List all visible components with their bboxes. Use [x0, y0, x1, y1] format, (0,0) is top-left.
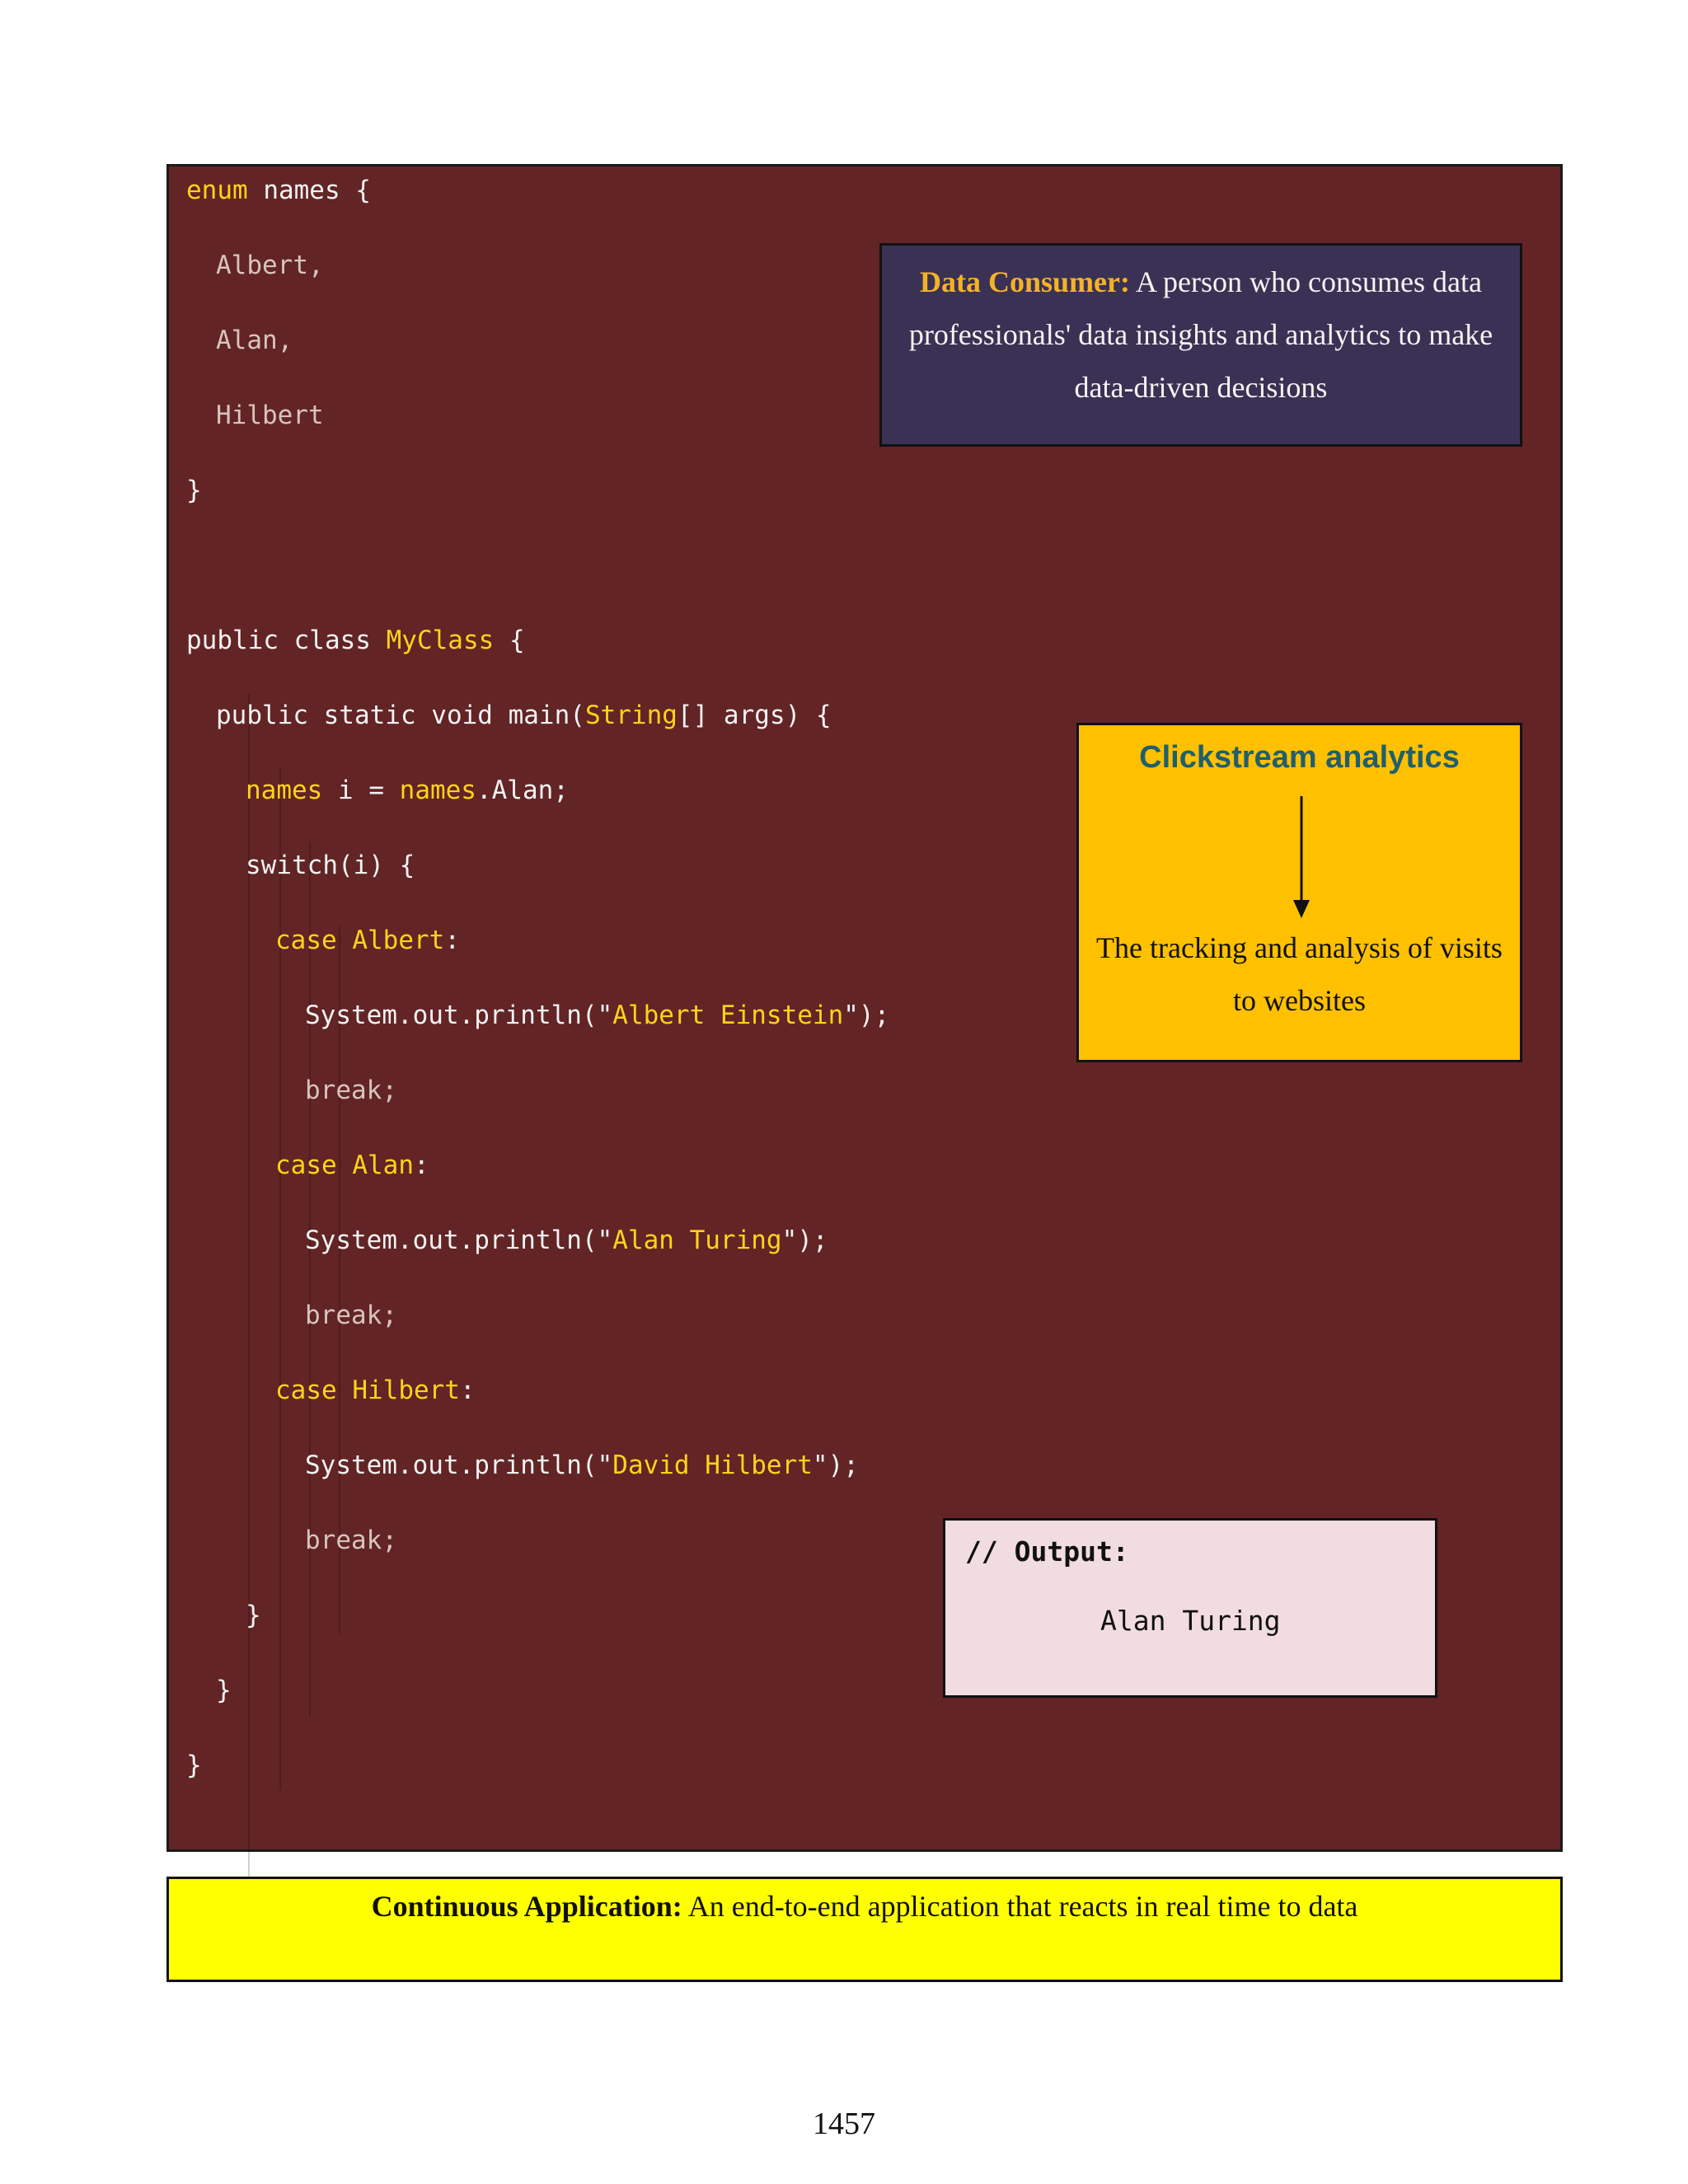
- clickstream-title: Clickstream analytics: [1139, 740, 1460, 775]
- code-token: ");: [812, 1451, 859, 1480]
- code-line: [186, 466, 202, 515]
- code-line: [246, 766, 569, 815]
- code-line: [305, 1291, 397, 1340]
- code-line: [275, 916, 460, 965]
- code-token: ");: [843, 1001, 890, 1030]
- code-token: }: [246, 1601, 261, 1630]
- code-token: public static void main(: [216, 701, 585, 730]
- code-token: Albert,: [216, 251, 324, 280]
- code-token: i =: [322, 776, 400, 805]
- continuous-application-term: Continuous Application:: [371, 1890, 682, 1923]
- code-token: case: [275, 1151, 353, 1180]
- down-arrow-icon: [1292, 796, 1311, 920]
- code-token: }: [186, 1750, 202, 1780]
- code-token: .Alan;: [476, 776, 569, 805]
- code-token: case: [275, 926, 353, 955]
- code-token: :: [459, 1376, 476, 1405]
- code-token: names: [399, 776, 476, 805]
- code-line: [305, 1516, 397, 1565]
- code-line: [305, 1216, 828, 1265]
- code-token: {: [494, 626, 525, 655]
- code-line: [216, 691, 832, 740]
- code-token: David Hilbert: [612, 1451, 813, 1480]
- page-number: 1457: [813, 2107, 875, 2141]
- code-token: Alan: [352, 1151, 414, 1180]
- code-token: ");: [781, 1226, 828, 1255]
- code-token: Hilbert: [352, 1376, 460, 1405]
- code-line: [305, 1441, 859, 1490]
- code-token: :: [444, 926, 460, 955]
- code-token: Alan Turing: [612, 1226, 782, 1255]
- data-consumer-definition: [879, 243, 1522, 447]
- code-token: MyClass: [386, 626, 495, 655]
- code-token: Alan,: [216, 326, 293, 355]
- code-token: }: [216, 1675, 232, 1705]
- code-line: [186, 616, 525, 665]
- indent-guide: [309, 842, 311, 1716]
- code-token: names {: [247, 176, 371, 205]
- code-token: :: [413, 1151, 429, 1180]
- code-line: [275, 1141, 429, 1190]
- clickstream-definition: [1076, 723, 1522, 1062]
- code-token: }: [186, 476, 202, 505]
- continuous-application-text: An end-to-end application that reacts in real time to data: [682, 1890, 1358, 1923]
- code-token: break;: [305, 1301, 397, 1330]
- code-token: case: [275, 1376, 353, 1405]
- code-token: break;: [305, 1526, 397, 1555]
- code-token: Albert: [352, 926, 445, 955]
- code-token: break;: [305, 1076, 397, 1105]
- code-token: [] args) {: [677, 701, 832, 730]
- code-line: [216, 241, 324, 290]
- code-token: Albert Einstein: [612, 1001, 844, 1030]
- code-token: System.out.println(": [305, 1451, 613, 1480]
- code-line: [246, 1591, 261, 1640]
- clickstream-text: The tracking and analysis of visits to websites: [1096, 931, 1503, 1017]
- code-token: public class: [186, 626, 387, 655]
- output-box: [943, 1518, 1437, 1698]
- output-value: Alan Turing: [1100, 1605, 1281, 1637]
- code-line: [216, 1666, 232, 1715]
- code-token: System.out.println(": [305, 1001, 613, 1030]
- data-consumer-term: Data Consumer:: [920, 265, 1131, 298]
- code-line: [216, 316, 293, 365]
- code-token: switch(i) {: [246, 851, 415, 880]
- code-token: System.out.println(": [305, 1226, 613, 1255]
- code-line: [216, 391, 324, 440]
- code-line: [305, 1066, 397, 1115]
- code-line: [305, 991, 889, 1040]
- code-token: enum: [186, 176, 248, 205]
- code-line: [186, 166, 371, 215]
- code-line: [246, 841, 415, 890]
- code-token: Hilbert: [216, 401, 324, 430]
- code-line: [186, 1741, 202, 1790]
- output-label: // Output:: [965, 1535, 1129, 1568]
- data-consumer-text: A person who consumes data professionals' data insights and analytics to make data-driven decisions: [908, 265, 1493, 404]
- code-line: [275, 1366, 476, 1415]
- code-token: names: [246, 776, 323, 805]
- continuous-application-definition: [166, 1877, 1563, 1982]
- code-token: String: [584, 701, 678, 730]
